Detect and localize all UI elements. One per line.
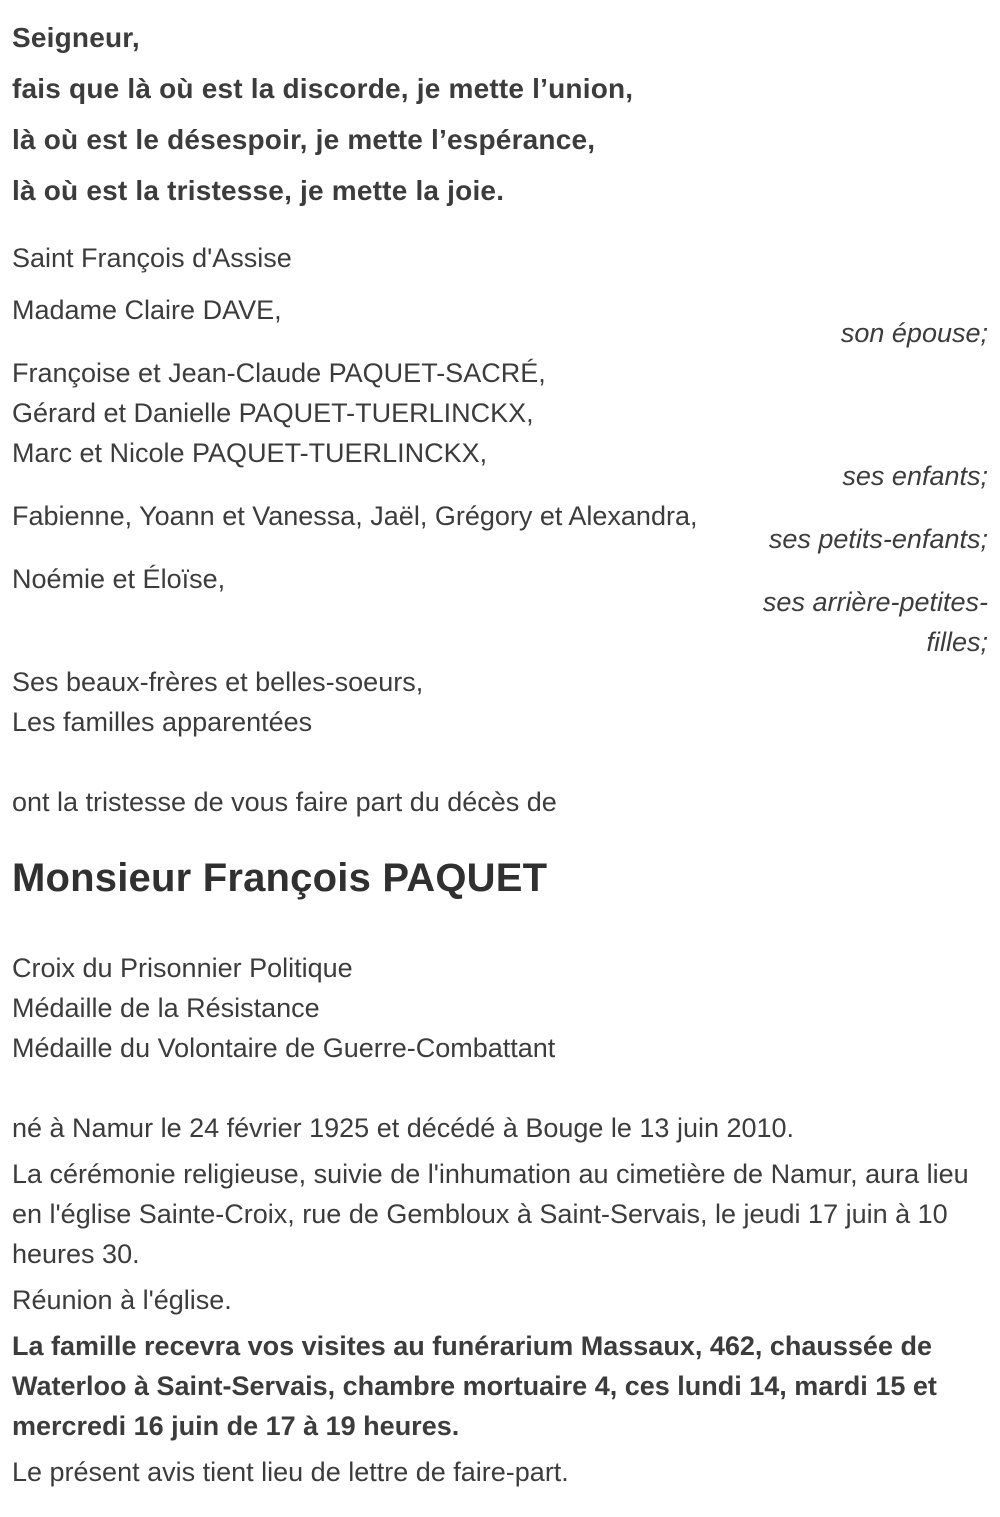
children-relation: ses enfants; — [842, 461, 988, 491]
child-name-2: Gérard et Danielle PAQUET-TUERLINCKX, — [12, 398, 534, 428]
prayer-section — [12, 12, 988, 278]
grandchildren-relation: ses petits-enfants; — [768, 524, 988, 554]
great-granddaughters-names: Noémie et Éloïse, — [12, 564, 226, 594]
children-group — [12, 353, 988, 496]
in-laws-line: Ses beaux-frères et belles-soeurs, — [12, 667, 424, 697]
announcement-line: ont la tristesse de vous faire part du décès de — [12, 787, 557, 817]
spouse-name: Madame Claire DAVE, — [12, 295, 282, 325]
family-section — [12, 290, 988, 742]
deceased-name-heading: Monsieur François PAQUET — [12, 856, 548, 900]
spouse-group — [12, 290, 988, 353]
meeting-line: Réunion à l'église. — [12, 1285, 232, 1315]
child-name-1: Françoise et Jean-Claude PAQUET-SACRÉ, — [12, 358, 546, 388]
grandchildren-group — [12, 496, 988, 559]
prayer-line-4: là où est la tristesse, je mette la joie. — [12, 175, 505, 206]
ceremony-paragraph: La cérémonie religieuse, suivie de l'inhumation au cimetière de Namur, aura lieu en l'église Sainte-Croix, rue de Gembloux à Saint-Servais, le jeudi 17 juin à 10 heures 30. — [12, 1159, 969, 1269]
honor-line-3: Médaille du Volontaire de Guerre-Combattant — [12, 1033, 556, 1063]
honor-line-2: Médaille de la Résistance — [12, 993, 320, 1023]
prayer-line-1: Seigneur, — [12, 22, 140, 53]
honors-section — [12, 948, 988, 1068]
prayer-line-3: là où est le désespoir, je mette l’espérance, — [12, 124, 596, 155]
legal-notice-line: Le présent avis tient lieu de lettre de faire-part. — [12, 1457, 569, 1487]
related-families-line: Les familles apparentées — [12, 707, 313, 737]
spouse-relation: son épouse; — [840, 318, 988, 348]
visits-paragraph: La famille recevra vos visites au funérarium Massaux, 462, chaussée de Waterloo à Saint-Servais, chambre mortuaire 4, ces lundi 14, mardi 15 et mercredi 16 juin de 17 à 19 heures. — [12, 1331, 937, 1441]
other-family-group — [12, 662, 988, 742]
great-granddaughters-relation: ses arrière-petites-filles; — [762, 587, 988, 657]
grandchildren-names: Fabienne, Yoann et Vanessa, Jaël, Grégory et Alexandra, — [12, 501, 698, 531]
life-dates-line: né à Namur le 24 février 1925 et décédé à Bouge le 13 juin 2010. — [12, 1113, 795, 1143]
prayer-attribution: Saint François d'Assise — [12, 243, 292, 273]
prayer-line-2: fais que là où est la discorde, je mette l’union, — [12, 73, 634, 104]
honor-line-1: Croix du Prisonnier Politique — [12, 953, 353, 983]
child-name-3: Marc et Nicole PAQUET-TUERLINCKX, — [12, 438, 488, 468]
great-granddaughters-group — [12, 559, 988, 662]
